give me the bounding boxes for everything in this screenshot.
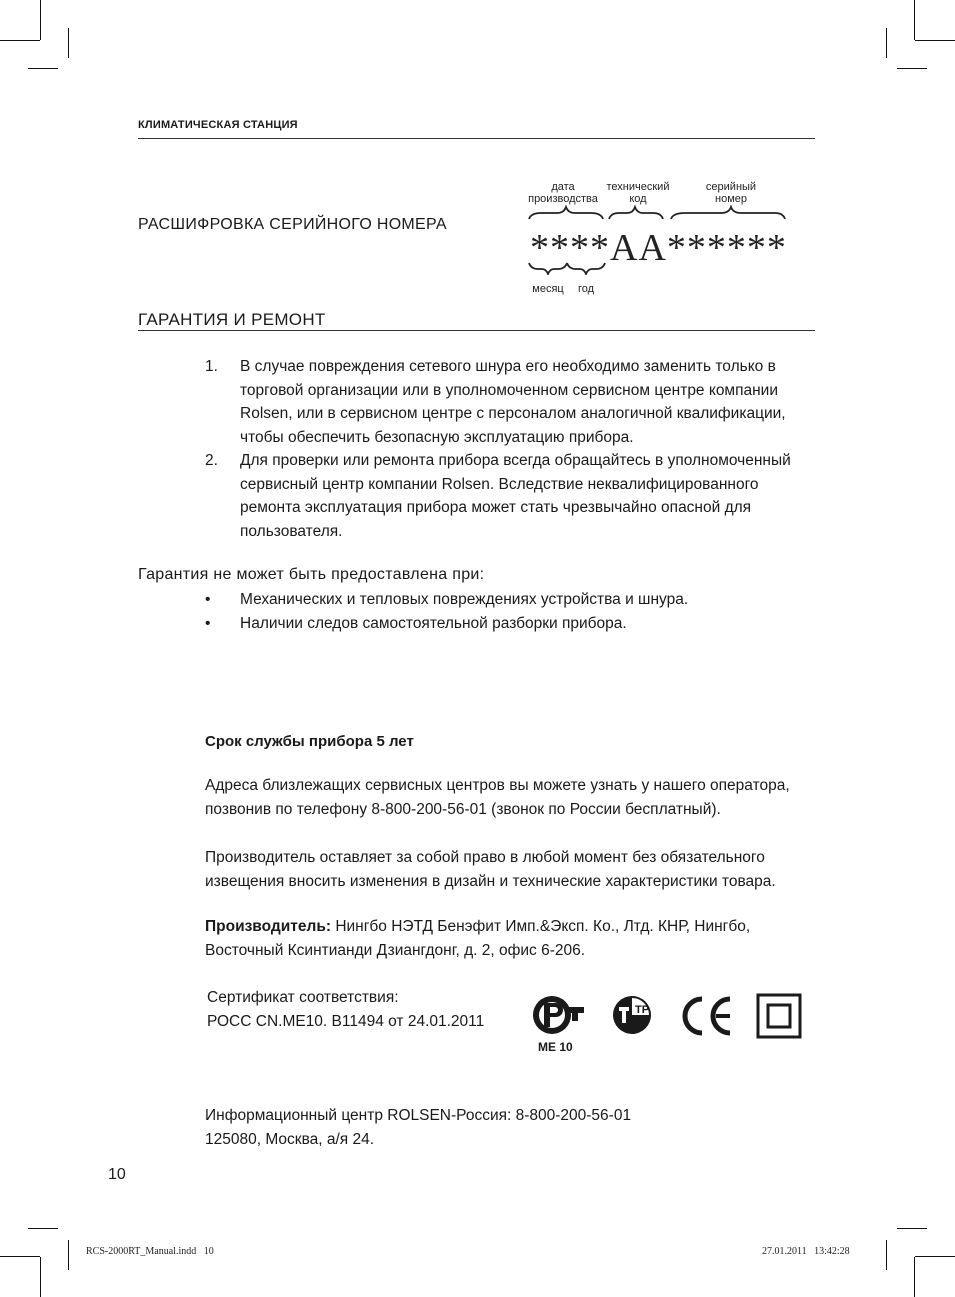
crop-mark <box>897 68 927 69</box>
warranty-list <box>205 355 805 543</box>
ce-mark-icon <box>678 996 736 1036</box>
crop-mark <box>28 68 58 69</box>
crop-mark <box>40 1257 41 1297</box>
slug-date: 27.01.2011 13:42:28 <box>762 1246 850 1257</box>
pct-mark-icon <box>530 993 590 1037</box>
slug-file: RCS-2000RT_Manual.indd 10 <box>86 1246 214 1257</box>
list-item: 2. Для проверки или ремонта прибора всегда обращайтесь в уполномоченный сервисный центр компании Rolsen. Вследствие неквалифицированного ремонта эксплуатация прибора может стать чрезвычайно опасной для пользователя. <box>205 449 805 543</box>
label-month: месяц <box>532 283 564 295</box>
serial-stars-right: ****** <box>666 227 787 269</box>
brace-tech-code <box>609 207 663 219</box>
list-item: • Механических и тепловых повреждениях устройства и шнура. <box>205 588 805 612</box>
pct-logo <box>530 993 590 1055</box>
brace-serial-number <box>671 207 785 219</box>
crop-mark <box>0 1256 40 1257</box>
rights-paragraph: Производитель оставляет за собой право в любой момент без обязательного извещения вносить изменения в дизайн и технические характеристики товара. <box>205 849 776 890</box>
crop-mark <box>914 1257 915 1297</box>
exclusions-list <box>205 588 805 635</box>
label-serial-number: серийный номер <box>705 181 757 205</box>
crop-mark <box>68 28 69 58</box>
crop-mark <box>28 1228 58 1229</box>
list-number: 1. <box>205 358 218 375</box>
crop-mark <box>915 40 955 41</box>
serial-stars-left: **** <box>530 227 610 269</box>
bullet: • <box>205 614 211 632</box>
tr-mark-icon <box>608 993 663 1037</box>
page-number: 10 <box>108 1166 126 1183</box>
manufacturer-paragraph: Производитель: Нингбо НЭТД Бенэфит Имп.&Эксп. Ко., Лтд. КНР, Нингбо, Восточный Ксинтианди Дзиангдонг, д. 2, офис 6-206. <box>205 918 751 959</box>
label-tech-code: технический код <box>606 181 670 205</box>
header-rule <box>138 138 815 139</box>
exclusions-title: Гарантия не может быть предоставлена при: <box>138 566 485 583</box>
crop-mark <box>40 0 41 40</box>
double-insulation-icon <box>756 993 802 1039</box>
label-year: год <box>577 283 595 295</box>
warranty-title: ГАРАНТИЯ И РЕМОНТ <box>138 310 326 329</box>
crop-mark <box>68 1240 69 1270</box>
list-number: 2. <box>205 452 218 469</box>
bullet: • <box>205 591 211 608</box>
info-center: Информационный центр ROLSEN-Россия: 8-800-200-56-01 125080, Москва, а/я 24. <box>205 1107 632 1148</box>
warranty-rule <box>138 330 815 331</box>
crop-mark <box>886 28 887 58</box>
crop-mark <box>897 1228 927 1229</box>
crop-mark <box>915 1256 955 1257</box>
ce-logo <box>678 996 736 1036</box>
serial-code-aa: AA <box>610 227 667 269</box>
list-item: 1. В случае повреждения сетевого шнура его необходимо заменить только в торговой организации или в уполномоченном сервисном центре компании Rolsen, или в сервисном центре с персоналом аналогичной квалификации, чтобы обеспечить безопасную эксплуатацию прибора. <box>205 355 805 449</box>
crop-mark <box>886 1240 887 1270</box>
running-header: КЛИМАТИЧЕСКАЯ СТАНЦИЯ <box>138 119 298 131</box>
list-item: • Наличии следов самостоятельной разборки прибора. <box>205 612 805 636</box>
brace-production-date <box>529 207 603 219</box>
serial-pattern <box>530 226 787 270</box>
pct-code: ME 10 <box>538 1040 573 1054</box>
crop-mark <box>914 0 915 40</box>
label-production-date: дата производства <box>528 181 598 205</box>
crop-mark <box>0 40 40 41</box>
tr-logo <box>608 993 663 1037</box>
addresses-paragraph: Адреса близлежащих сервисных центров вы можете узнать у нашего оператора, позвонив по телефону 8-800-200-56-01 (звонок по России бесплатный). <box>205 777 790 818</box>
manufacturer-label: Производитель: <box>205 918 332 935</box>
service-life: Срок службы прибора 5 лет <box>205 733 414 750</box>
certificate-text: Сертификат соответствия: РОСС CN.ME10. B11494 от 24.01.2011 <box>207 989 485 1030</box>
svg-text:ТР: ТР <box>635 1004 650 1016</box>
serial-section-title: РАСШИФРОВКА СЕРИЙНОГО НОМЕРА <box>138 216 447 233</box>
